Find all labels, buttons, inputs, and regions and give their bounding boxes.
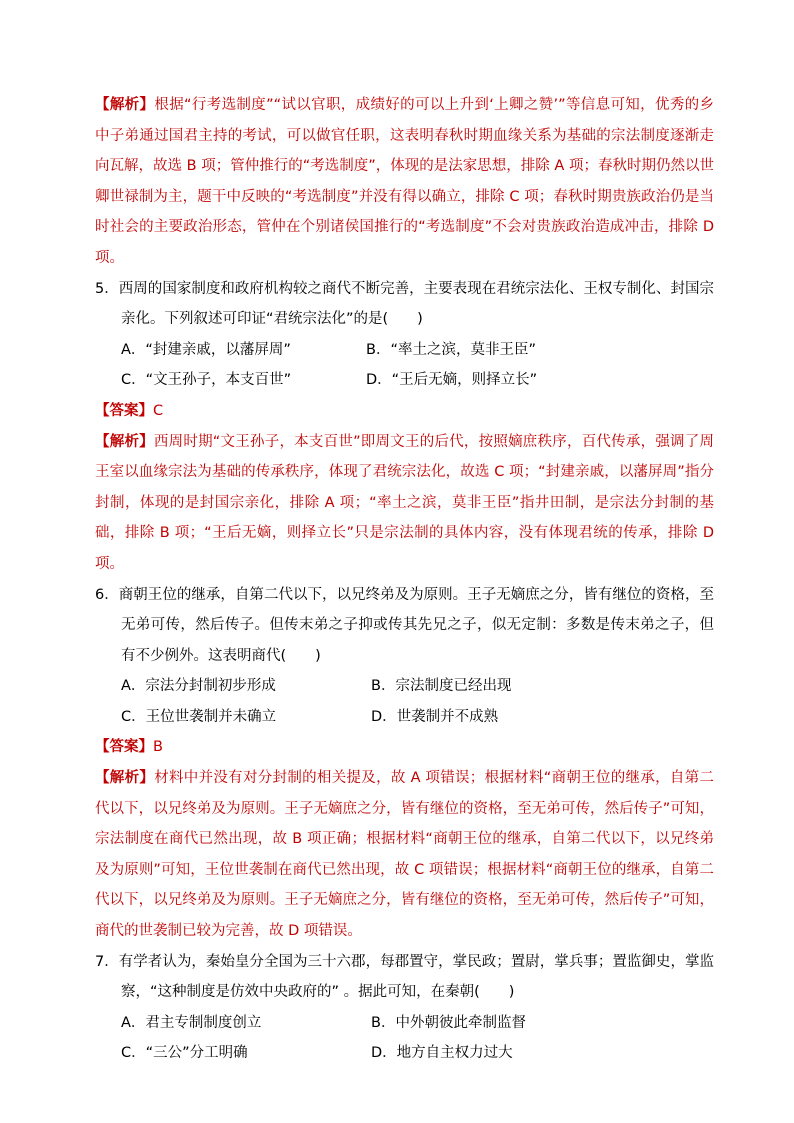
analysis-text: 西周时期“文王孙子，本支百世”即周文王的后代，按照嫡庶秩序，百代传承，强调了周王室以血缘宗法为基础的传承秩序，体现了君统宗法化，故选 C 项；“封建亲戚，以藩屏周”指分封制，体现的是封国宗亲化，排除 A 项；“率土之滨，莫非王臣”指井田制，是宗法分封制的基础，排除 B 项；“王后无嫡，则择立长”只是宗法制的具体内容，没有体现君统的传承，排除 D 项。 — [95, 433, 714, 572]
answer-value: C — [153, 402, 164, 419]
analysis-paragraph-q6 — [95, 763, 714, 947]
options-row — [121, 335, 714, 366]
analysis-paragraph-q4 — [95, 90, 714, 274]
options-row — [121, 1038, 714, 1069]
options-row — [121, 1008, 714, 1039]
option-d: D．地方自主权力过大 — [371, 1045, 513, 1062]
option-d: D．世袭制并不成熟 — [371, 708, 499, 725]
question-7-stem: 7．有学者认为，秦始皇分全国为三十六郡，每郡置守，掌民政；置尉，掌兵事；置监御史，掌监察，“这种制度是仿效中央政府的” 。据此可知，在秦朝( ) — [95, 953, 714, 1001]
analysis-text: 材料中并没有对分封制的相关提及，故 A 项错误；根据材料“商朝王位的继承，自第二代以下，以兄终弟及为原则。王子无嫡庶之分，皆有继位的资格，至无弟可传，然后传子”可知，宗法制度在商代已然出现，故 B 项正确；根据材料“商朝王位的继承，自第二代以下，以兄终弟及为原则”可知，王位世袭制在商代已然出现，故 C 项错误；根据材料“商朝王位的继承，自第二代以下，以兄终弟及为原则。王子无嫡庶之分，皆有继位的资格，至无弟可传，然后传子”可知，商代的世袭制已较为完善，故 D 项错误。 — [95, 770, 715, 940]
answer-q5 — [95, 396, 714, 427]
option-a: A．“封建亲戚，以藩屏周” — [121, 341, 291, 358]
question-6-options — [95, 671, 714, 732]
answer-value: B — [153, 739, 163, 756]
question-5-stem: 5．西周的国家制度和政府机构较之商代不断完善，主要表现在君统宗法化、王权专制化、封国宗亲化。下列叙述可印证“君统宗法化”的是( ) — [95, 280, 714, 328]
options-row — [121, 671, 714, 702]
analysis-text: 根据“行考选制度”“试以官职，成绩好的可以上升到‘上卿之赞’”等信息可知，优秀的乡中子弟通过国君主持的考试，可以做官任职，这表明春秋时期血缘关系为基础的宗法制度逐渐走向瓦解，故选 B 项；管仲推行的“考选制度”，体现的是法家思想，排除 A 项；春秋时期仍然以世卿世禄制为主，题干中反映的“考选制度”并没有得以确立，排除 C 项；春秋时期贵族政治仍是当时社会的主要政治形态，管仲在个别诸侯国推行的“考选制度”不会对贵族政治造成冲击，排除 D 项。 — [95, 97, 715, 266]
analysis-label: 【解析】 — [95, 770, 155, 787]
option-a: A．宗法分封制初步形成 — [121, 678, 276, 695]
option-b: B．“率土之滨，莫非王臣” — [366, 341, 536, 358]
options-row — [121, 365, 714, 396]
options-row — [121, 702, 714, 733]
question-5-options — [95, 335, 714, 396]
answer-label: 【答案】 — [95, 402, 153, 419]
option-b: B．宗法制度已经出现 — [371, 678, 512, 695]
answer-q6 — [95, 732, 714, 763]
analysis-paragraph-q5 — [95, 427, 714, 580]
question-6-stem: 6．商朝王位的继承，自第二代以下，以兄终弟及为原则。王子无嫡庶之分，皆有继位的资格，至无弟可传，然后传子。但传末弟之子抑或传其先兄之子，似无定制：多数是传末弟之子，但有不少例外。这表明商代( ) — [95, 586, 714, 664]
option-d: D．“王后无嫡，则择立长” — [366, 372, 538, 389]
option-a: A．君主专制制度创立 — [121, 1014, 262, 1031]
option-c: C．“三公”分工明确 — [121, 1045, 248, 1062]
analysis-label: 【解析】 — [95, 433, 154, 450]
answer-label: 【答案】 — [95, 739, 153, 756]
option-b: B．中外朝彼此牵制监督 — [371, 1014, 526, 1031]
analysis-label: 【解析】 — [95, 97, 155, 113]
question-7-options — [95, 1008, 714, 1069]
option-c: C．王位世袭制并未确立 — [121, 708, 277, 725]
option-c: C．“文王孙子，本支百世” — [121, 372, 292, 389]
